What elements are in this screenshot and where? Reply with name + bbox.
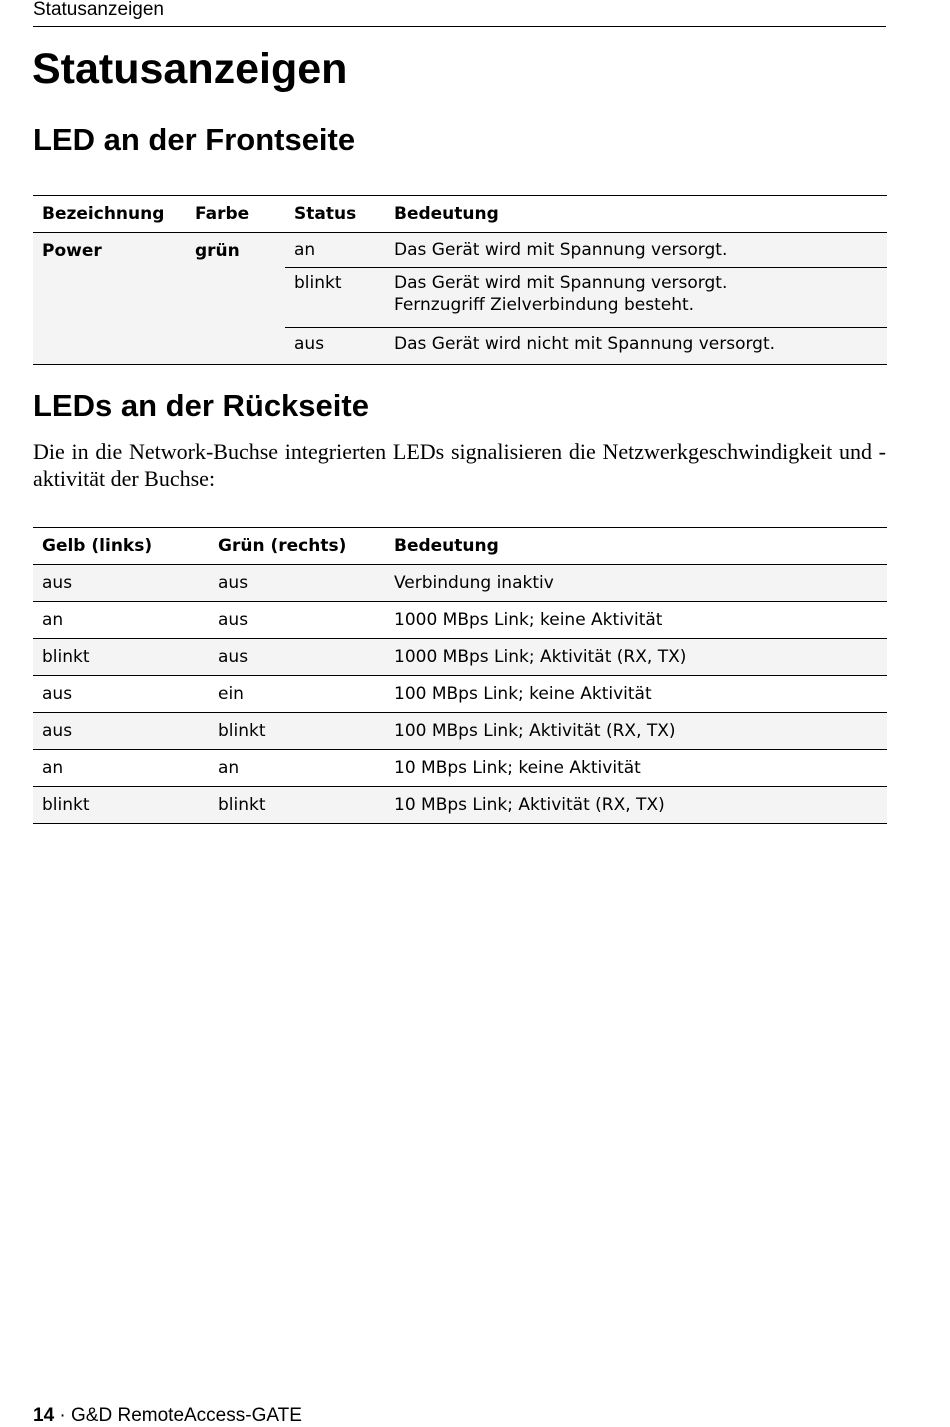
meaning-cell: 1000 MBps Link; keine Aktivität [394, 610, 663, 630]
meaning-cell: 1000 MBps Link; Aktivität (RX, TX) [394, 647, 687, 667]
footer-separator: · [54, 1405, 72, 1426]
yellow-led-cell: aus [42, 573, 73, 593]
column-header: Bedeutung [394, 536, 499, 556]
led-color: grün [195, 241, 240, 261]
green-led-cell: aus [218, 647, 249, 667]
status-cell: an [294, 240, 316, 260]
column-header: Bezeichnung [42, 204, 165, 224]
column-header: Bedeutung [394, 204, 499, 224]
meaning-cell: 10 MBps Link; keine Aktivität [394, 758, 641, 778]
table-row [33, 639, 887, 676]
column-header: Status [294, 204, 357, 224]
green-led-cell: blinkt [218, 721, 266, 741]
meaning-cell: 10 MBps Link; Aktivität (RX, TX) [394, 795, 665, 815]
table-row [33, 565, 887, 602]
back-led-heading: LEDs an der Rückseite [33, 388, 369, 423]
table-row [285, 233, 887, 268]
table-row [33, 787, 887, 824]
led-name: Power [42, 241, 102, 261]
status-cell: aus [294, 334, 325, 354]
meaning-cell: Verbindung inaktiv [394, 573, 554, 593]
column-header: Farbe [195, 204, 250, 224]
page-title: Statusanzeigen [32, 45, 348, 93]
front-led-table-body [33, 233, 887, 365]
table-row [285, 328, 887, 364]
table-header-row [33, 196, 887, 233]
page-number: 14 [33, 1405, 55, 1426]
meaning-text-line2: Fernzugriff Zielverbindung besteht. [394, 295, 695, 315]
yellow-led-cell: blinkt [42, 647, 90, 667]
yellow-led-cell: aus [42, 721, 73, 741]
intro-paragraph: Die in die Network-Buchse integrierten LEDs signalisieren die Netzwerkgeschwindigkeit und -aktivität der Buchse: [33, 439, 886, 491]
table-row [33, 713, 887, 750]
meaning-cell [385, 272, 887, 327]
yellow-led-cell: an [42, 758, 64, 778]
meaning-text: Das Gerät wird mit Spannung versorgt. [394, 273, 728, 293]
green-led-cell: aus [218, 610, 249, 630]
meaning-text: Das Gerät wird nicht mit Spannung versorgt. [394, 334, 776, 354]
back-led-table [33, 527, 887, 824]
green-led-cell: ein [218, 684, 244, 704]
meaning-cell [385, 333, 887, 364]
yellow-led-cell: an [42, 610, 64, 630]
product-name: G&D RemoteAccess-GATE [71, 1405, 302, 1426]
green-led-cell: blinkt [218, 795, 266, 815]
status-cell: blinkt [294, 273, 342, 293]
table-row [33, 750, 887, 787]
green-led-cell: aus [218, 573, 249, 593]
table-row [285, 268, 887, 328]
column-header: Gelb (links) [42, 536, 153, 556]
meaning-cell: 100 MBps Link; keine Aktivität [394, 684, 652, 704]
meaning-text: Das Gerät wird mit Spannung versorgt. [394, 240, 728, 260]
yellow-led-cell: aus [42, 684, 73, 704]
table-header-row [33, 528, 887, 565]
front-led-heading: LED an der Frontseite [33, 122, 356, 157]
yellow-led-cell: blinkt [42, 795, 90, 815]
front-led-table [33, 195, 887, 365]
running-header: Statusanzeigen [33, 0, 886, 27]
green-led-cell: an [218, 758, 240, 778]
column-header: Grün (rechts) [218, 536, 347, 556]
table-row [33, 602, 887, 639]
table-row [33, 676, 887, 713]
meaning-cell: 100 MBps Link; Aktivität (RX, TX) [394, 721, 676, 741]
page-footer [33, 1405, 302, 1427]
meaning-cell [385, 239, 887, 267]
